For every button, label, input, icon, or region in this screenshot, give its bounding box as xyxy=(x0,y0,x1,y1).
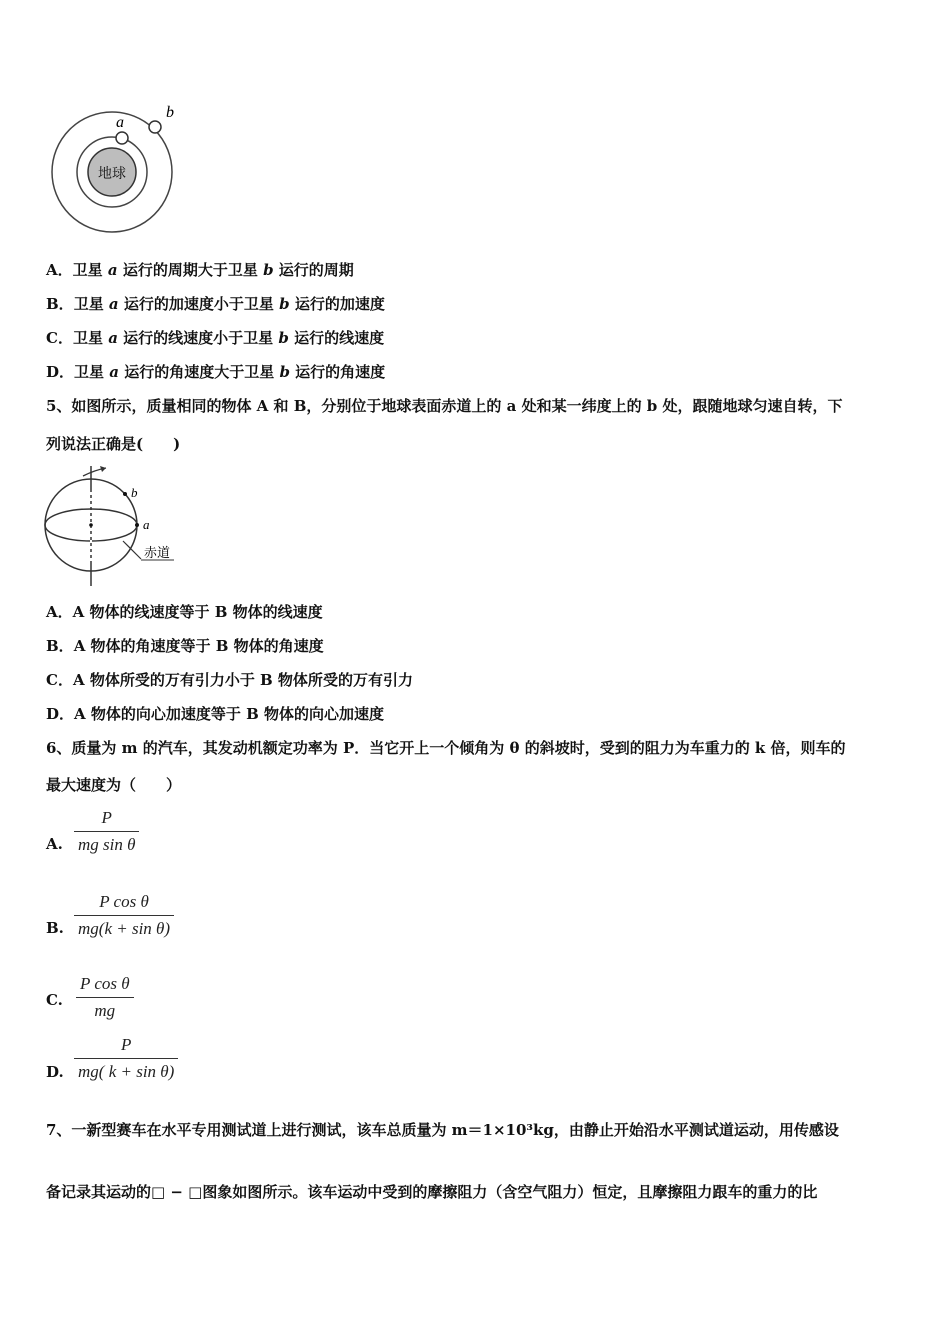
q4-option-c: C．卫星 a 运行的线速度小于卫星 b 运行的线速度 xyxy=(46,329,385,347)
fraction-numerator: P xyxy=(120,1035,132,1054)
fraction-denominator: mg(k + sin θ) xyxy=(74,915,174,939)
q5-stem-line1: 5、如图所示，质量相同的物体 A 和 B，分别位于地球表面赤道上的 a 处和某一纬度上的 b 处，跟随地球匀速自转，下 xyxy=(46,397,843,415)
fraction-denominator: mg( k + sin θ) xyxy=(74,1058,178,1082)
fraction-denominator: mg xyxy=(76,997,134,1021)
q4-option-b: B．卫星 a 运行的加速度小于卫星 b 运行的加速度 xyxy=(46,295,385,313)
point-b-label: b xyxy=(131,485,138,500)
q5-option-a: A．A 物体的线速度等于 B 物体的线速度 xyxy=(46,603,323,621)
point-a-label: a xyxy=(143,517,150,532)
globe-figure xyxy=(40,462,190,588)
satellite-a-label: a xyxy=(116,114,124,131)
q5-stem-line2: 列说法正确是( ) xyxy=(46,435,181,453)
point-b xyxy=(123,492,127,496)
q6-option-a-label: A. xyxy=(46,835,63,853)
q6-option-c-label: C. xyxy=(46,991,63,1009)
q6-stem-line1: 6、质量为 m 的汽车，其发动机额定功率为 P．当它开上一个倾角为 θ 的斜坡时，受到的阻力为车重力的 k 倍，则车的 xyxy=(46,739,846,757)
q6-option-c-fraction xyxy=(76,974,134,1021)
q4-option-d: D．卫星 a 运行的角速度大于卫星 b 运行的角速度 xyxy=(46,363,386,381)
q7-stem-line1: 7、一新型赛车在水平专用测试道上进行测试，该车总质量为 m＝1×10³kg，由静止开始沿水平测试道运动，用传感设 xyxy=(46,1121,839,1139)
q5-option-b: B．A 物体的角速度等于 B 物体的角速度 xyxy=(46,637,324,655)
fraction-denominator: mg sin θ xyxy=(74,831,139,855)
q6-option-d-label: D. xyxy=(46,1063,64,1081)
fraction-numerator: P cos θ xyxy=(99,892,149,911)
q6-option-b-label: B. xyxy=(46,919,64,937)
q6-option-a-fraction xyxy=(74,808,139,855)
earth-label: 地球 xyxy=(98,167,126,182)
satellite-b xyxy=(149,121,161,133)
equator-label: 赤道 xyxy=(144,545,171,560)
fraction-numerator: P cos θ xyxy=(80,974,130,993)
point-a xyxy=(135,523,139,527)
q4-option-a: A．卫星 a 运行的周期大于卫星 b 运行的周期 xyxy=(46,261,354,279)
fraction-numerator: P xyxy=(101,808,112,827)
q7-stem-line2: 备记录其运动的□ − □图象如图所示。该车运动中受到的摩擦阻力（含空气阻力）恒定，且摩擦阻力跟车的重力的比 xyxy=(46,1183,818,1201)
orbit-figure xyxy=(48,98,188,233)
satellite-a xyxy=(116,132,128,144)
q6-option-b-fraction xyxy=(74,892,174,939)
q6-option-d-fraction xyxy=(74,1035,178,1082)
q6-stem-line2: 最大速度为（ ） xyxy=(46,776,182,794)
q5-option-d: D．A 物体的向心加速度等于 B 物体的向心加速度 xyxy=(46,705,385,723)
center-dot xyxy=(89,523,93,527)
satellite-b-label: b xyxy=(166,104,174,121)
q5-option-c: C．A 物体所受的万有引力小于 B 物体所受的万有引力 xyxy=(46,671,413,689)
